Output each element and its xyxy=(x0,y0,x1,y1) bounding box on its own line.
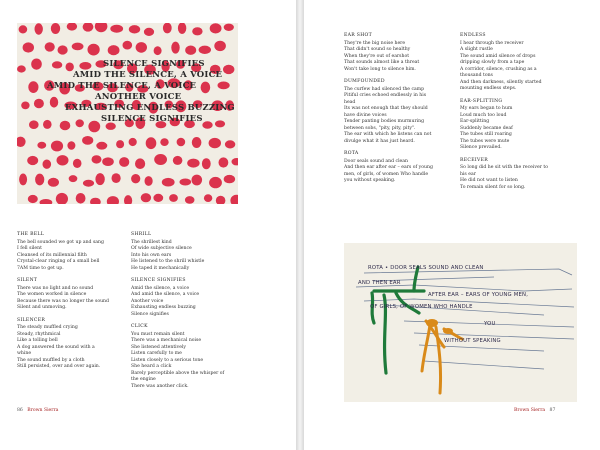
poem-title: DUMFOUNDED xyxy=(344,79,385,84)
folio-left xyxy=(17,408,58,413)
poem-line: head xyxy=(344,99,356,105)
folio-brand: Brown Sierra xyxy=(27,408,59,413)
poem-line: I hear through the receiver xyxy=(460,40,524,46)
handwritten-line: YOU xyxy=(484,321,496,327)
poem-line: To remain silent for so long. xyxy=(460,184,526,190)
poem-line: The women worked in silence xyxy=(17,292,87,297)
poem-line: The sound muffled by a cloth xyxy=(17,357,85,363)
poem-line: Steady, rhythmical xyxy=(17,331,61,337)
poem-line: Tender panting bodies murmuring xyxy=(344,119,425,124)
poem-line: Pitiful cries echoed endlessly in his xyxy=(344,93,427,98)
poem-the-bell xyxy=(17,232,129,272)
poem-dumfounded xyxy=(344,79,456,145)
poem-line: you without speaking. xyxy=(344,178,396,183)
poem-line: have divine voices xyxy=(344,112,387,118)
poem-line: thousand tons xyxy=(460,73,493,78)
stencil-line: AMID THE SILENCE, A VOICE xyxy=(73,70,223,80)
poem-line: Suddenly became deaf xyxy=(460,125,513,131)
poem-line: The curfew had silenced the camp xyxy=(344,86,425,92)
poem-line: You must remain silent xyxy=(131,331,185,337)
poem-click xyxy=(131,324,243,390)
poem-line: There was no light and no sound xyxy=(17,285,94,291)
poem-line: She listened attentively xyxy=(131,344,187,350)
poem-line: The ear with which he listens can not xyxy=(344,132,432,137)
poem-line: Listen closely to a serious tone xyxy=(131,357,204,363)
poem-silent xyxy=(17,278,129,312)
left-page xyxy=(0,0,296,450)
poem-line: Listen carefully to me xyxy=(131,351,182,356)
poem-line: The tubes still roaring xyxy=(460,132,512,137)
poem-line: So long did he sit with the receiver to xyxy=(460,165,548,170)
poem-line: Silence prevailed. xyxy=(460,145,502,150)
poem-title: SILENT xyxy=(17,278,38,283)
poem-line: Its was not enough that they should xyxy=(344,106,428,111)
poem-line: She heard a click xyxy=(131,364,172,369)
poem-line: Like a tolling bell xyxy=(17,338,58,343)
folio-brand: Brown Sierra xyxy=(514,408,546,413)
poem-line: between sobs, "pity, pity, pity". xyxy=(344,125,416,131)
poem-line: Silent and unmoving. xyxy=(17,305,67,310)
poem-title: THE BELL xyxy=(17,232,45,237)
poem-title: EAR SHOT xyxy=(344,33,372,38)
left-column-2 xyxy=(131,232,243,390)
poem-line: The bell sounded we got up and sang xyxy=(17,239,104,245)
artwork-red-dots xyxy=(17,23,238,204)
poem-line: divulge what it has just heard. xyxy=(344,138,415,144)
folio-right xyxy=(514,408,555,413)
poem-line: Barely perceptible above the whisper of xyxy=(131,370,225,376)
poem-line: The shrillest kind xyxy=(131,239,172,245)
poem-line: My ears began to hum xyxy=(460,106,513,111)
poem-line: Into his own ears xyxy=(131,252,172,258)
poem-line: The tubes were mute xyxy=(460,138,510,144)
poem-line: his ear xyxy=(460,171,476,177)
poem-silence-signifies xyxy=(131,278,243,318)
poem-line: Loud much too loud xyxy=(460,112,507,118)
page-number: 86 xyxy=(17,408,23,413)
poem-line: He taped it mechanically xyxy=(131,265,190,271)
poem-line: They're the big noise here xyxy=(344,40,406,46)
poem-line: Still persisted, over and over again. xyxy=(17,364,101,369)
poem-title: ENDLESS xyxy=(460,33,486,38)
poem-line: Door seals sound and clean xyxy=(344,158,408,164)
stencil-line: EXHAUSTING ENDLESS BUZZING xyxy=(65,103,235,113)
poem-line: He listened to the shrill whistle xyxy=(131,259,205,264)
poem-line: Of wide subjective silence xyxy=(131,246,192,251)
handwritten-line: WITHOUT SPEAKING xyxy=(444,338,501,344)
poem-line: I fell silent xyxy=(17,246,42,251)
stencil-line: SILENCE SIGNIFIES xyxy=(103,59,205,69)
poem-line: Won't take long to silence him. xyxy=(344,66,416,72)
book-spine xyxy=(296,0,304,450)
poem-shrill xyxy=(131,232,243,272)
handwritten-line: AND THEN EAR xyxy=(358,280,401,286)
poem-title: CLICK xyxy=(131,324,148,329)
stencil-line: AMID THE SILENCE, A VOICE xyxy=(47,81,197,91)
poem-line: And then ear after ear – ears of young xyxy=(344,165,433,170)
page-number: 87 xyxy=(549,408,556,413)
artwork-paint-drips xyxy=(344,243,577,402)
poem-line: Another voice xyxy=(131,298,164,304)
poem-line: Ear-splitting xyxy=(460,119,490,124)
poem-line: A dog answered the sound with a xyxy=(17,344,95,350)
poem-line: Because there was no longer the sound xyxy=(17,298,109,304)
poem-line: Exhausting endless buzzing xyxy=(131,305,196,310)
poem-line: There was another click. xyxy=(131,383,189,389)
poem-line: 7AM time to get up. xyxy=(17,265,64,271)
stencil-text xyxy=(17,23,238,204)
poem-receiver xyxy=(460,158,580,192)
handwritten-line: ROTA • DOOR SEALS SOUND AND CLEAN xyxy=(368,265,484,271)
poem-rota xyxy=(344,151,456,185)
handwritten-line: AFTER EAR – EARS OF YOUNG MEN, xyxy=(428,292,529,298)
handwritten-line: OF GIRLS, OF WOMEN WHO HANDLE xyxy=(370,304,473,310)
poem-line: mounting endless steps. xyxy=(460,86,517,91)
poem-title: ROTA xyxy=(344,151,359,156)
poem-line: There was a mechanical noise xyxy=(131,338,202,343)
poem-title: EAR-SPLITTING xyxy=(460,98,503,104)
poem-line: A slight rustle xyxy=(460,47,493,52)
left-column-1 xyxy=(17,232,129,371)
poem-line: The sound amid silence of drops xyxy=(460,53,536,59)
poem-line: A corridor, silence, crushing as a xyxy=(460,66,537,72)
poem-ear-splitting xyxy=(460,99,580,152)
poem-title: SILENCE SIGNIFIES xyxy=(131,278,186,283)
poem-line: When they're out of earshot xyxy=(344,53,410,59)
poem-line: Cleansed of its millennial filth xyxy=(17,252,87,258)
poem-line: He did not want to listen xyxy=(460,178,518,183)
right-column-2 xyxy=(460,33,580,191)
poem-line: the engine xyxy=(131,377,156,382)
poem-line: And then darkness, silently started xyxy=(460,79,542,85)
poem-line: That sounds almost like a threat xyxy=(344,60,420,65)
poem-title: SILENCER xyxy=(17,317,46,323)
poem-silencer xyxy=(17,318,129,371)
poem-line: Crystal-clear ringing of a small bell xyxy=(17,259,100,264)
right-column-1 xyxy=(344,33,456,185)
poem-line: That didn't sound so healthy xyxy=(344,47,411,52)
stencil-line: SILENCE SIGNIFIES xyxy=(101,114,203,124)
stencil-line: ANOTHER VOICE xyxy=(95,92,182,102)
poem-line: The steady muffled crying xyxy=(17,325,78,330)
poem-line: men, of girls, of women Who handle xyxy=(344,171,429,177)
poem-line: whine xyxy=(17,351,32,356)
poem-title: SHRILL xyxy=(131,232,152,237)
poem-line: Amid the silence, a voice xyxy=(131,285,190,291)
poem-line: And amid the silence, a voice xyxy=(131,292,200,297)
poem-line: dripping slowly from a tape xyxy=(460,60,525,65)
poem-title: RECEIVER xyxy=(460,157,489,163)
poem-line: Silence signifies xyxy=(131,311,169,317)
poem-ear-shot xyxy=(344,33,456,73)
poem-endless xyxy=(460,33,580,93)
